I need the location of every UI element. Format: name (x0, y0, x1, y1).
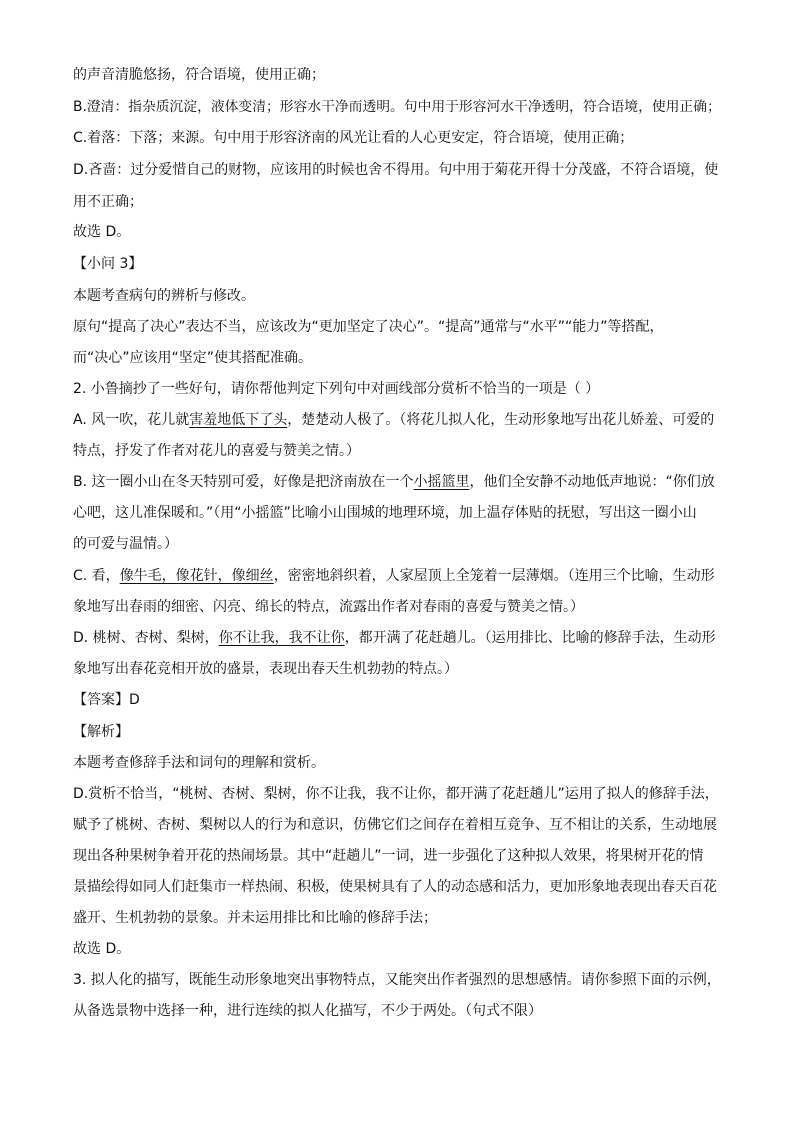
text-line: 赋予了桃树、杏树、梨树以人的行为和意识，仿佛它们之间存在着相互竞争、互不相让的关系，生动地展 (73, 817, 717, 833)
option-a (73, 410, 714, 430)
text-line: 象地写出春雨的细密、闪亮、绵长的特点，流露出作者对春雨的喜爱与赞美之情。） (73, 599, 584, 615)
option-text: ，楚楚动人极了。（将花儿拟人化，生动形象地写出花儿娇羞、可爱的 (287, 412, 715, 428)
text-line: 盛开、生机勃勃的景象。并未运用排比和比喻的修辞手法； (73, 910, 437, 926)
text-line: D.吝啬：过分爱惜自己的财物，应该用的时候也舍不得用。句中用于菊花开得十分茂盛，不符合语境，使 (73, 162, 719, 178)
option-text: C. 看， (73, 568, 120, 584)
text-line: 景描绘得如同人们赶集市一样热闹、积极，使果树具有了人的动态感和活力，更加形象地表现出春天百花 (73, 879, 717, 895)
option-b (73, 472, 715, 492)
text-line: 用不正确； (73, 194, 143, 210)
option-text: A. 风一吹，花儿就 (73, 412, 190, 428)
underlined-phrase: 害羞地低下了头 (189, 412, 288, 428)
question-stem: 2. 小鲁摘抄了一些好句，请你帮他判定下列句中对画线部分赏析不恰当的一项是（ ） (73, 381, 600, 397)
text-line: 故选 D。 (73, 224, 131, 240)
section-heading: 【小问 3】 (73, 256, 143, 272)
text-line: D.赏析不恰当，“桃树、杏树、梨树，你不让我，我不让你，都开满了花赶趟儿”运用了拟人的修辞手法， (73, 786, 719, 802)
text-line: 故选 D。 (73, 941, 131, 957)
underlined-phrase: 小摇篮里 (413, 474, 470, 490)
option-d (73, 628, 716, 648)
text-line: 从备选景物中选择一种，进行连续的拟人化描写，不少于两处。（句式不限） (73, 1003, 542, 1019)
option-text: ，他们全安静不动地低声地说：“你们放 (469, 474, 715, 490)
text-line: 的可爱与温情。） (73, 536, 178, 552)
analysis-heading: 【解析】 (73, 724, 129, 740)
text-line: 象地写出春花竞相开放的盛景，表现出春天生机勃勃的特点。） (73, 661, 458, 677)
text-line: 现出各种果树争着开花的热闹场景。其中“赶趟儿”一词，进一步强化了这种拟人效果，将果树开花的情 (73, 848, 704, 864)
text-line: B.澄清：指杂质沉淀，液体变清；形容水干净而透明。句中用于形容河水干净透明，符合语境，使用正确； (73, 99, 721, 115)
underlined-phrase: 像牛毛，像花针，像细丝 (119, 568, 274, 584)
option-text: ，都开满了花赶趟儿。（运用排比、比喻的修辞手法，生动形 (344, 630, 716, 646)
text-line: 本题考查病句的辨析与修改。 (73, 288, 255, 304)
option-text: D. 桃树、杏树、梨树， (73, 630, 219, 646)
option-text: ，密密地斜织着，人家屋顶上全笼着一层薄烟。（连用三个比喻，生动形 (273, 568, 715, 584)
text-line: C.着落：下落；来源。句中用于形容济南的风光让看的人心更安定，符合语境，使用正确； (73, 130, 634, 146)
answer-label: 【答案】D (73, 692, 140, 708)
text-line: 而“决心”应该用“坚定”使其搭配准确。 (73, 350, 313, 366)
text-line: 特点，抒发了作者对花儿的喜爱与赞美之情。） (73, 443, 360, 459)
text-line: 的声音清脆悠扬，符合语境，使用正确； (73, 67, 325, 83)
underlined-phrase: 你不让我，我不让你 (218, 630, 345, 646)
text-line: 本题考查修辞手法和词句的理解和赏析。 (73, 755, 325, 771)
option-text: B. 这一圈小山在冬天特别可爱，好像是把济南放在一个 (73, 474, 414, 490)
text-line: 原句“提高了决心”表达不当，应该改为“更加坚定了决心”。“提高”通常与“水平”“能力”等搭配， (73, 319, 664, 335)
text-line: 心吧，这儿准保暖和。”（用“小摇篮”比喻小山围城的地理环境，加上温存体贴的抚慰，写出这一圈小山 (73, 505, 697, 521)
option-c (73, 566, 715, 586)
question-stem: 3. 拟人化的描写，既能生动形象地突出事物特点，又能突出作者强烈的思想感情。请你参照下面的示例， (73, 972, 721, 988)
